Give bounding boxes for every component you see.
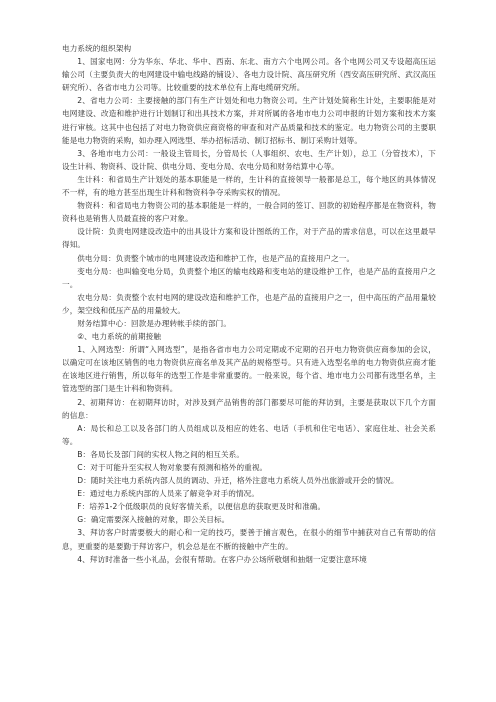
- document-page: [62, 42, 436, 566]
- paragraph-visit-patience: 3、拜访客户时需要极大的耐心和一定的技巧，要善于捕言观色，在很小的细节中捕获对自己有帮助的信息，更重要的是要勤于拜访客户，机会总是在不断的接触中产生的。: [62, 528, 436, 551]
- paragraph-power-supply-branch: 供电分局：负责整个城市的电网建设改造和维护工作，也是产品的直接用户之一。: [77, 253, 355, 263]
- paragraph-initial-visit: 2、初期拜访：在初期拜访时，对涉及到产品销售的部门都要尽可能的拜访到，主要是获取以下几个方面的信息：: [62, 397, 436, 420]
- list-item-g: G：确定需要深入接触的对象，即公关目标。: [77, 515, 230, 525]
- paragraph-visit-gifts: 4、拜访时准备一些小礼品，会很有帮助。在客户办公场所敬烟和抽烟一定要注意环境: [77, 554, 367, 564]
- paragraph-design-institute: 设计院：负责电网建设改造中的出具设计方案和设计图纸的工作，对于产品的需求信息，可以在这里最早得知。: [62, 227, 436, 250]
- list-item-a: A：局长和总工以及各部门的人员组成以及相应的姓名、电话（手机和住宅电话）、家庭住址、社会关系等。: [62, 423, 436, 446]
- document-title: 电力系统的组织架构: [62, 44, 132, 53]
- section-heading-early-contact: ②、电力系统的前期接触: [77, 332, 162, 342]
- list-item-b: B：各局长及部门间的实权人物之间的相互关系。: [77, 449, 245, 459]
- list-item-f: F：培养1-2个低级职员的良好客情关系，以便信息的获取更及时和准确。: [77, 502, 326, 512]
- paragraph-city-company: 3、各地市电力公司：一般设主管局长，分管局长（人事组织、农电、生产计划），总工（分管技术），下设生计科、物资科、设计院、供电分局、变电分局、农电分局和财务结算中心等。: [62, 148, 436, 171]
- list-item-d: D：随时关注电力系统内部人员的调动、升迁，格外注意电力系统人员外出旅游或开会的情况。: [77, 476, 399, 486]
- paragraph-network-selection: 1、入网选型：所谓“入网选型”，是指各省市电力公司定期或不定期的召开电力物资供应商参加的会议，以确定可在该地区销售的电力物资供应商名单及其产品的规格型号。只有进入选型名单的电力物资供应商才能在该地区进行销售，所以每年的选型工作是非常重要的。一般来说，每个省、地市电力公司都有选型名单，主管选型的部门是生计科和物资科。: [62, 345, 436, 394]
- paragraph-finance-center: 财务结算中心：回款是办理转帐手续的部门。: [77, 318, 232, 328]
- paragraph-production-planning: 生计科：和省局生产计划处的基本职能是一样的，生计科的直接领导一般都是总工，每个地区的具体情况不一样，有的地方甚至出现生计科和物资科争夺采购实权的情况。: [62, 174, 436, 198]
- paragraph-rural-branch: 农电分局：负责整个农村电网的建设改造和维护工作，也是产品的直接用户之一，但中高压的产品用量较少，架空线和低压产品的用量较大。: [62, 292, 436, 315]
- paragraph-materials-dept: 物资科：和省局电力物资公司的基本职能是一样的，一般合同的签订、回款的初始程序都是在物资科，物资科也是销售人员最直接的客户对象。: [62, 201, 436, 224]
- paragraph-substation-branch: 变电分局：也叫输变电分局，负责整个地区的输电线路和变电站的建设维护工作，也是产品的直接用户之一。: [62, 266, 436, 289]
- list-item-e: E：通过电力系统内部的人员来了解竞争对手的情况。: [77, 489, 260, 499]
- paragraph-provincial-company: 2、省电力公司：主要接触的部门有生产计划处和电力物资公司。生产计划处简称生计处，主要职能是对电网建设、改造和维护进行计划制订和出具技术方案，并对所属的各地市电力公司申报的计划方案和技术方案进行审核。这其中也包括了对电力物资供应商资格的审查和对产品质量和技术的鉴定。电力物资公司的主要职能是电力物资的采购，如办理入网选型、举办招标活动、制订招标书、制订采购计划等。: [62, 96, 436, 145]
- paragraph-national-grid: 1、国家电网：分为华东、华北、华中、西南、东北、南方六个电网公司。各个电网公司又专设超高压运输公司（主要负责大的电网建设中输电线路的铺设）、各电力设计院、高压研究所（西安高压研究所、武汉高压研究所）、各省市电力公司等。比较重要的技术单位有上海电缆研究所。: [62, 57, 436, 93]
- list-item-c: C：对于可能升至实权人物对象要有预测和格外的重视。: [77, 463, 268, 472]
